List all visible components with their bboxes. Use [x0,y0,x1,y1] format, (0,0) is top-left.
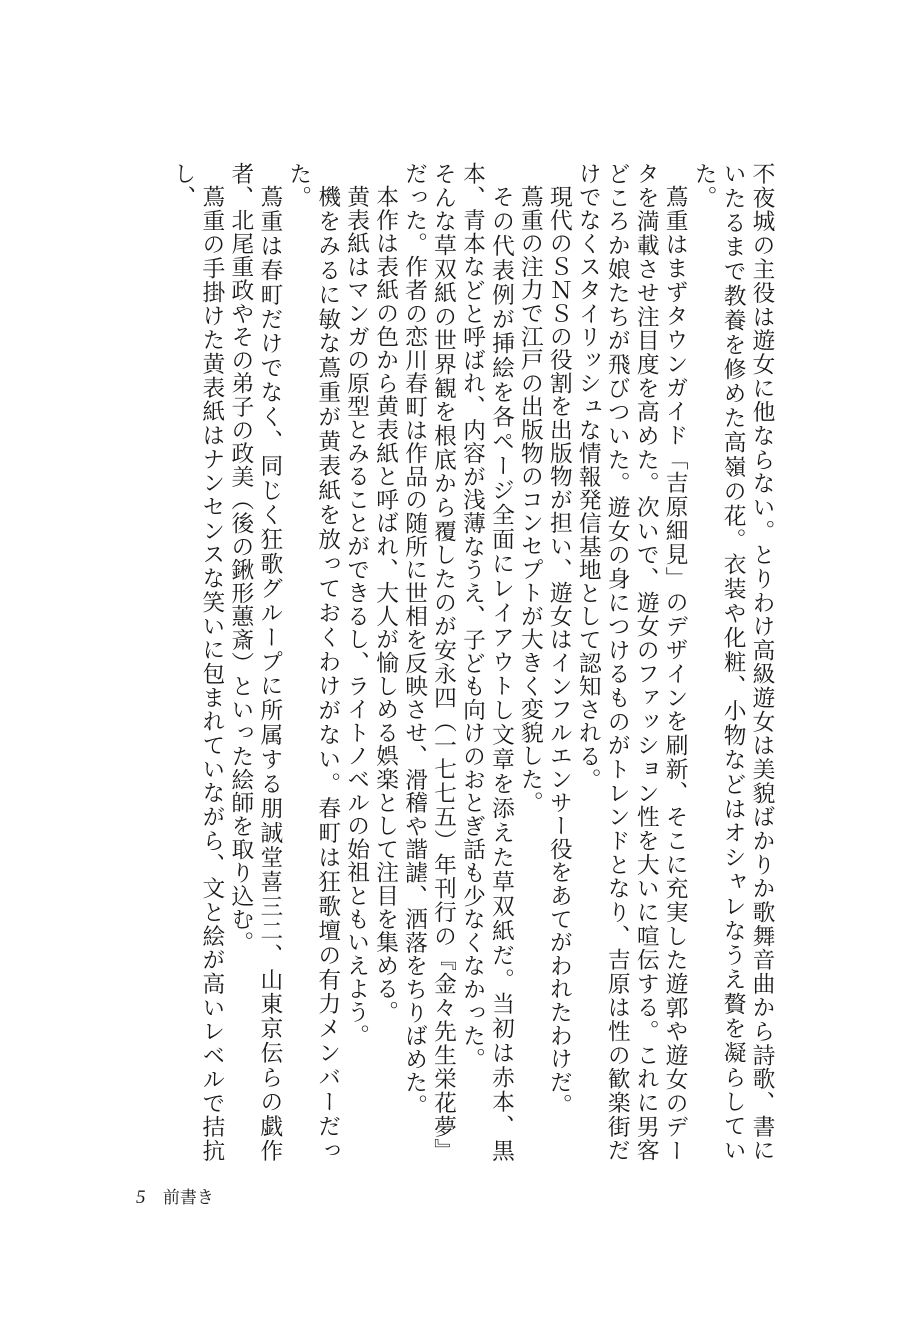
paragraph: 現代のＳＮＳの役割を出版物が担い、遊女はインフルエンサー役をあてがわれたわけだ。 [546,184,573,1117]
running-head: 前書き [162,1188,214,1208]
paragraph: 機をみるに敏な蔦重が黄表紙を放っておくわけがない。春町は狂歌壇の有力メンバーだった。 [285,162,341,1162]
page-number: 5 [136,1187,146,1208]
paragraph: そんな草双紙の世界観を根底から覆したのが安永四（一七七五）年刊行の『金々先生栄花夢』だった。作者の恋川春町は作品の随所に世相を反映させ、滑稽や諧謔、洒落をちりばめた。 [401,162,457,1162]
paragraph: 本作は表紙の色から黄表紙と呼ばれ、大人が愉しめる娯楽として注目を集める。 [372,184,399,1024]
paragraph: 蔦重は春町だけでなく、同じく狂歌グループに所属する朋誠堂喜三二、山東京伝らの戯作者、北尾重政やその弟子の政美（後の鍬形蕙斎）といった絵師を取り込む。 [227,162,283,1162]
paragraph: 蔦重はまずタウンガイド「吉原細見」のデザインを刷新、そこに充実した遊郭や遊女のデータを満載させ注目度を高めた。次いで、遊女のファッション性を大いに喧伝する。これに男客どころか娘たちが飛びついた。遊女の身につけるものがトレンドとなり、吉原は性の歓楽街だけでなくスタイリッシュな情報発信基地として認知される。 [575,162,689,1162]
paragraph: その代表例が挿絵を各ページ全面にレイアウトし文章を添えた草双紙だ。当初は赤本、黒本、青本などと呼ばれ、内容が浅薄なうえ、子ども向けのおとぎ話も少なくなかった。 [459,162,515,1162]
paragraph: 蔦重の手掛けた黄表紙はナンセンスな笑いに包まれていながら、文と絵が高いレベルで拮抗し、 [169,162,225,1162]
paragraph: 蔦重の注力で江戸の出版物のコンセプトが大きく変貌した。 [517,184,544,814]
main-text [116,162,776,1162]
paragraph: 不夜城の主役は遊女に他ならない。とりわけ高級遊女は美貌ばかりか歌舞音曲から詩歌、書にいたるまで教養を修めた高嶺の花。衣装や化粧、小物などはオシャレなうえ贅を凝らしていた。 [691,162,775,1162]
page-footer [136,1183,214,1209]
paragraph: 黄表紙はマンガの原型とみることができるし、ライトノベルの始祖ともいえよう。 [343,184,370,1047]
